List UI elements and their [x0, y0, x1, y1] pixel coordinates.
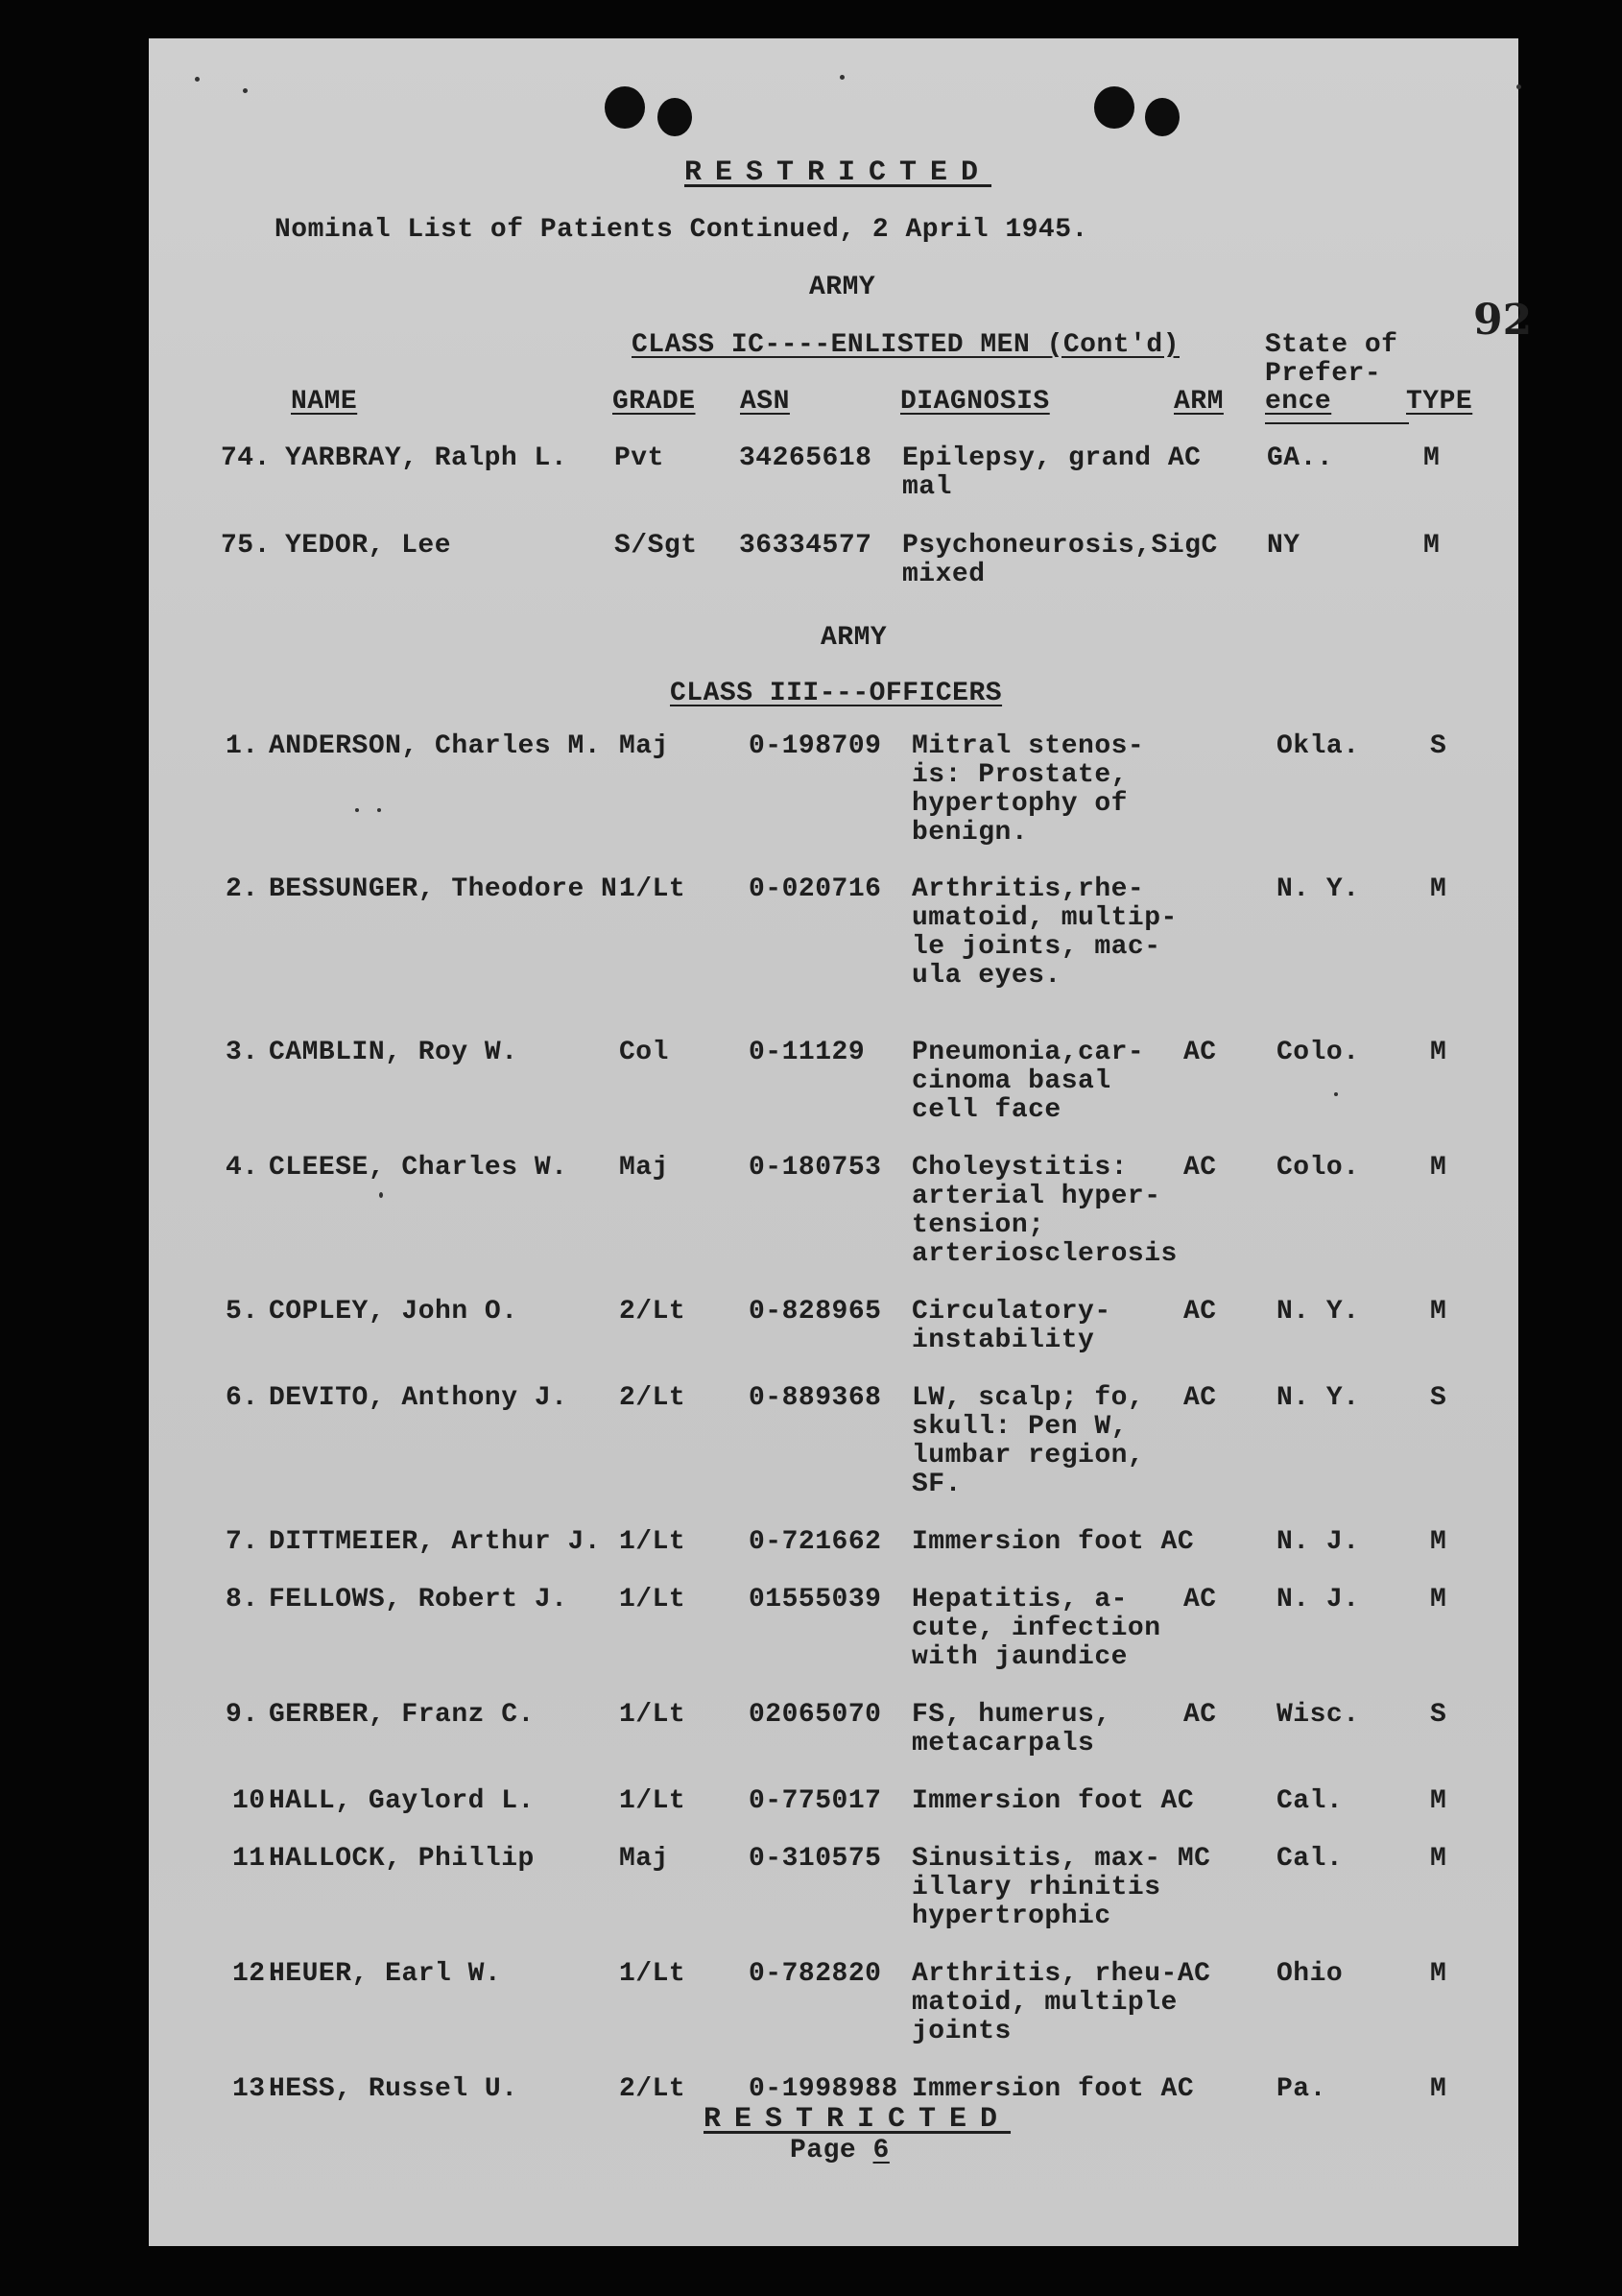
state-value: Cal. — [1276, 1844, 1344, 1874]
diagnosis-line: Circulatory- — [912, 1297, 1111, 1327]
asn-value: 0-721662 — [749, 1527, 882, 1557]
type-value: M — [1430, 1844, 1447, 1874]
grade-value: 1/Lt — [619, 1585, 686, 1614]
state-value: N. Y. — [1276, 1383, 1360, 1413]
arm-value: AC — [1183, 1038, 1217, 1067]
patient-name: CAMBLIN, Roy W. — [269, 1038, 518, 1067]
diagnosis-line: hypertrophic — [912, 1901, 1111, 1931]
diagnosis-line: matoid, multiple — [912, 1988, 1178, 2018]
grade-value: Col — [619, 1038, 669, 1067]
grade-value: 1/Lt — [619, 1700, 686, 1730]
page-title: Nominal List of Patients Continued, 2 April 1945. — [274, 215, 1088, 245]
punch-hole — [657, 98, 692, 136]
grade-value: S/Sgt — [614, 531, 698, 561]
asn-value: 0-180753 — [749, 1153, 882, 1183]
col-name-header: NAME — [291, 387, 358, 417]
type-value: M — [1430, 1959, 1447, 1989]
grade-value: Pvt — [614, 443, 664, 473]
type-value: M — [1423, 443, 1441, 473]
speck — [355, 808, 359, 812]
diagnosis-line: metacarpals — [912, 1729, 1095, 1758]
restricted-header: RESTRICTED — [684, 156, 992, 189]
diagnosis-line: benign. — [912, 818, 1029, 848]
asn-value: 02065070 — [749, 1700, 882, 1730]
speck — [1334, 1092, 1338, 1096]
row-number: 5. — [226, 1297, 259, 1327]
class-iii-heading: CLASS III---OFFICERS — [670, 679, 1003, 708]
asn-value: 0-198709 — [749, 731, 882, 761]
col-state-header-1: State of — [1265, 330, 1398, 360]
col-state-header-2: Prefer- — [1265, 359, 1382, 389]
type-value: M — [1430, 874, 1447, 904]
restricted-footer: RESTRICTED — [704, 2103, 1012, 2136]
speck — [195, 77, 200, 82]
state-value: N. J. — [1276, 1527, 1360, 1557]
diagnosis-line: LW, scalp; fo, — [912, 1383, 1145, 1413]
type-value: M — [1430, 1527, 1447, 1557]
row-number: 75. — [221, 531, 271, 561]
punch-hole — [1145, 98, 1180, 136]
diagnosis-line: illary rhinitis — [912, 1873, 1161, 1902]
state-value: Ohio — [1276, 1959, 1344, 1989]
row-number: 9. — [226, 1700, 259, 1730]
patient-name: CLEESE, Charles W. — [269, 1153, 568, 1183]
patient-name: GERBER, Franz C. — [269, 1700, 535, 1730]
handwritten-page-number: 92 — [1473, 296, 1533, 345]
diagnosis-line: hypertophy of — [912, 789, 1128, 819]
row-number: 3. — [226, 1038, 259, 1067]
grade-value: 1/Lt — [619, 874, 686, 904]
diagnosis-line: with jaundice — [912, 1642, 1128, 1672]
diagnosis-line: lumbar region, — [912, 1441, 1145, 1471]
class-ic-heading: CLASS IC----ENLISTED MEN (Cont'd) — [632, 330, 1180, 360]
diagnosis-line: Psychoneurosis,SigC — [902, 531, 1218, 561]
diagnosis-line: FS, humerus, — [912, 1700, 1111, 1730]
document-page — [149, 38, 1533, 2246]
diagnosis-line: skull: Pen W, — [912, 1412, 1128, 1442]
punch-hole — [605, 86, 645, 129]
speck — [379, 1192, 383, 1198]
asn-value: 0-11129 — [749, 1038, 866, 1067]
col-type-header: TYPE — [1406, 387, 1473, 417]
page-number: 6 — [872, 2136, 890, 2165]
row-number: 11. — [232, 1844, 282, 1874]
arm-value: AC — [1183, 1585, 1217, 1614]
diagnosis-line: Immersion foot AC — [912, 1786, 1195, 1816]
row-number: 74. — [221, 443, 271, 473]
grade-value: Maj — [619, 1844, 669, 1874]
row-number: 4. — [226, 1153, 259, 1183]
state-value: N. Y. — [1276, 1297, 1360, 1327]
state-value: Pa. — [1276, 2074, 1326, 2104]
type-value: M — [1430, 1038, 1447, 1067]
patient-name: YARBRAY, Ralph L. — [285, 443, 568, 473]
state-value: Okla. — [1276, 731, 1360, 761]
type-value: M — [1430, 1585, 1447, 1614]
state-value: GA.. — [1267, 443, 1334, 473]
row-number: 12. — [232, 1959, 282, 1989]
patient-name: HEUER, Earl W. — [269, 1959, 502, 1989]
diagnosis-line: Immersion foot AC — [912, 1527, 1195, 1557]
type-value: M — [1430, 1786, 1447, 1816]
arm-value: AC — [1183, 1153, 1217, 1183]
diagnosis-line: Arthritis, rheu-AC — [912, 1959, 1211, 1989]
patient-name: ANDERSON, Charles M. — [269, 731, 602, 761]
patient-name: DITTMEIER, Arthur J. — [269, 1527, 602, 1557]
diagnosis-line: Choleystitis: — [912, 1153, 1128, 1183]
patient-name: COPLEY, John O. — [269, 1297, 518, 1327]
page-footer — [790, 2137, 890, 2165]
grade-value: 2/Lt — [619, 1297, 686, 1327]
grade-value: 2/Lt — [619, 1383, 686, 1413]
row-number: 10. — [232, 1786, 282, 1816]
grade-value: 1/Lt — [619, 1786, 686, 1816]
state-value: Colo. — [1276, 1153, 1360, 1183]
type-value: S — [1430, 1383, 1447, 1413]
type-value: M — [1423, 531, 1441, 561]
section-army: ARMY — [809, 273, 876, 302]
diagnosis-line: Arthritis,rhe- — [912, 874, 1145, 904]
diagnosis-line: Mitral stenos- — [912, 731, 1145, 761]
diagnosis-line: joints — [912, 2017, 1012, 2046]
arm-value: AC — [1183, 1700, 1217, 1730]
speck — [377, 808, 381, 812]
row-number: 2. — [226, 874, 259, 904]
col-diagnosis-header: DIAGNOSIS — [900, 387, 1050, 417]
state-value: Wisc. — [1276, 1700, 1360, 1730]
diagnosis-line: cute, infection — [912, 1614, 1161, 1643]
state-value: NY — [1267, 531, 1300, 561]
diagnosis-line: is: Prostate, — [912, 760, 1128, 790]
asn-value: 0-828965 — [749, 1297, 882, 1327]
col-state-header-3: ence — [1265, 387, 1332, 417]
diagnosis-line: arteriosclerosis — [912, 1239, 1178, 1269]
asn-value: 0-310575 — [749, 1844, 882, 1874]
arm-value: AC — [1183, 1383, 1217, 1413]
diagnosis-line: instability — [912, 1326, 1095, 1355]
patient-name: HALL, Gaylord L. — [269, 1786, 535, 1816]
diagnosis-line: arterial hyper- — [912, 1182, 1161, 1211]
patient-name: BESSUNGER, Theodore N. — [269, 874, 634, 904]
grade-value: 2/Lt — [619, 2074, 686, 2104]
diagnosis-line: cell face — [912, 1095, 1061, 1125]
asn-value: 34265618 — [739, 443, 872, 473]
patient-name: FELLOWS, Robert J. — [269, 1585, 568, 1614]
row-number: 7. — [226, 1527, 259, 1557]
asn-value: 0-020716 — [749, 874, 882, 904]
asn-value: 0-889368 — [749, 1383, 882, 1413]
row-number: 6. — [226, 1383, 259, 1413]
state-value: Colo. — [1276, 1038, 1360, 1067]
punch-hole — [1094, 86, 1134, 129]
speck — [1516, 84, 1521, 89]
patient-name: YEDOR, Lee — [285, 531, 452, 561]
grade-value: Maj — [619, 731, 669, 761]
arm-value: AC — [1183, 1297, 1217, 1327]
patient-name: HALLOCK, Phillip — [269, 1844, 535, 1874]
col-asn-header: ASN — [740, 387, 790, 417]
diagnosis-line: Hepatitis, a- — [912, 1585, 1128, 1614]
row-number: 1. — [226, 731, 259, 761]
col-grade-header: GRADE — [612, 387, 696, 417]
diagnosis-line: umatoid, multip- — [912, 903, 1178, 933]
type-value: S — [1430, 1700, 1447, 1730]
row-number: 13. — [232, 2074, 282, 2104]
diagnosis-line: Immersion foot AC — [912, 2074, 1195, 2104]
diagnosis-line: le joints, mac- — [912, 932, 1161, 962]
asn-value: 0-775017 — [749, 1786, 882, 1816]
diagnosis-line: mixed — [902, 560, 986, 589]
speck — [840, 75, 845, 80]
asn-value: 01555039 — [749, 1585, 882, 1614]
speck — [243, 88, 248, 93]
diagnosis-line: SF. — [912, 1470, 962, 1499]
state-value: Cal. — [1276, 1786, 1344, 1816]
patient-name: DEVITO, Anthony J. — [269, 1383, 568, 1413]
patient-name: HESS, Russel U. — [269, 2074, 518, 2104]
diagnosis-line: Sinusitis, max- MC — [912, 1844, 1211, 1874]
page-label: Page — [790, 2136, 857, 2165]
asn-value: 0-782820 — [749, 1959, 882, 1989]
type-value: S — [1430, 731, 1447, 761]
type-value: M — [1430, 1297, 1447, 1327]
grade-value: 1/Lt — [619, 1959, 686, 1989]
diagnosis-line: Pneumonia,car- — [912, 1038, 1145, 1067]
diagnosis-line: Epilepsy, grand AC — [902, 443, 1202, 473]
state-value: N. J. — [1276, 1585, 1360, 1614]
diagnosis-line: cinoma basal — [912, 1066, 1111, 1096]
diagnosis-line: mal — [902, 472, 952, 502]
diagnosis-line: ula eyes. — [912, 961, 1061, 991]
section-army-2: ARMY — [821, 623, 888, 653]
type-value: M — [1430, 2074, 1447, 2104]
state-header-rule — [1265, 422, 1409, 424]
asn-value: 0-1998988 — [749, 2074, 898, 2104]
row-number: 8. — [226, 1585, 259, 1614]
state-value: N. Y. — [1276, 874, 1360, 904]
diagnosis-line: tension; — [912, 1210, 1045, 1240]
asn-value: 36334577 — [739, 531, 872, 561]
grade-value: 1/Lt — [619, 1527, 686, 1557]
grade-value: Maj — [619, 1153, 669, 1183]
type-value: M — [1430, 1153, 1447, 1183]
col-arm-header: ARM — [1174, 387, 1224, 417]
